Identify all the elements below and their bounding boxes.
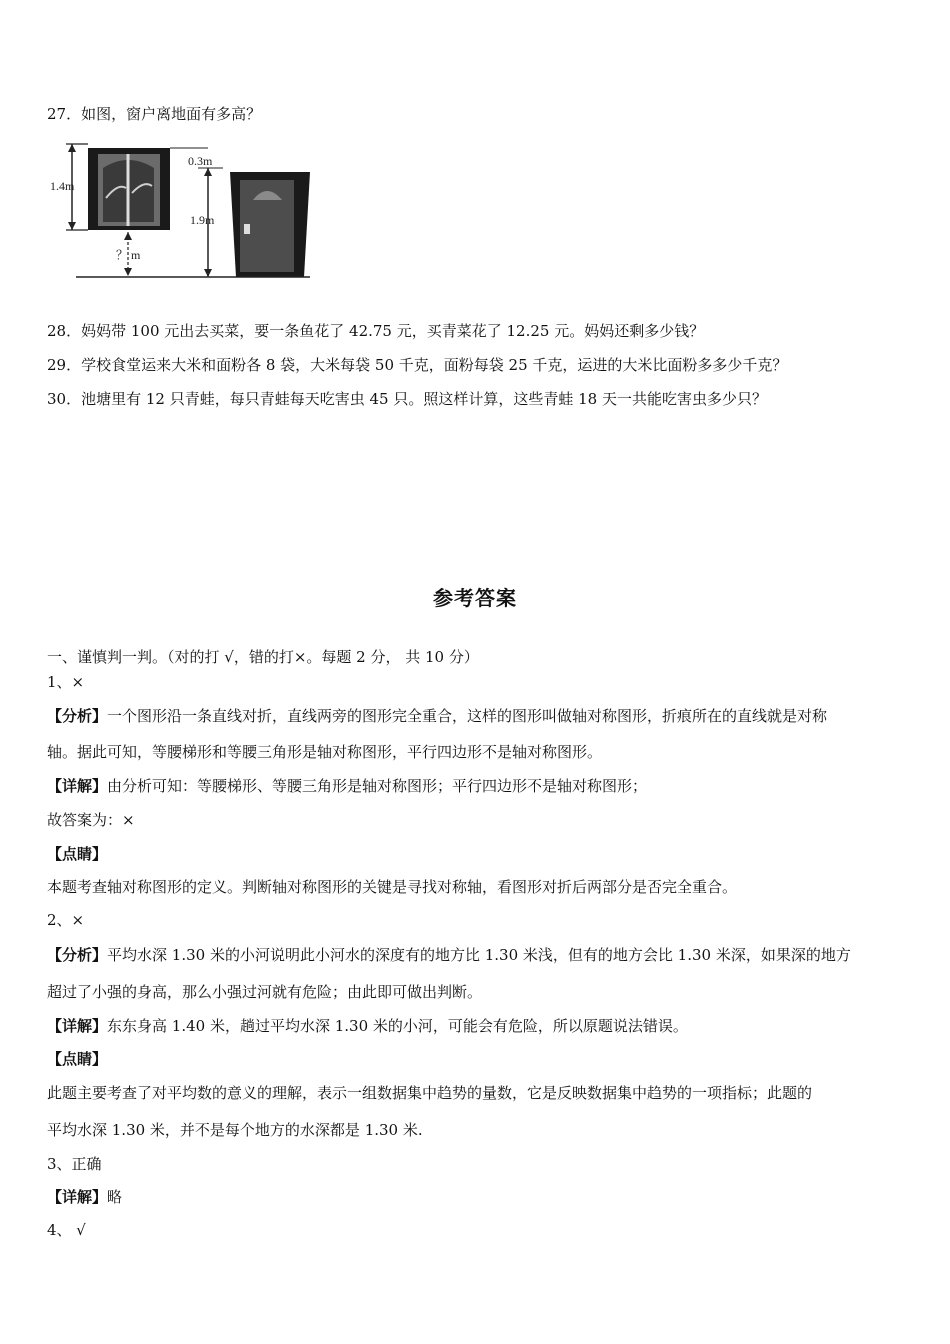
answer-4-number: 4、 √ xyxy=(47,1221,86,1239)
answer-2-comment-tag: 【点睛】 xyxy=(47,1050,108,1068)
answer-2-analysis-cont: 超过了小强的身高，那么小强过河就有危险；由此即可做出判断。 xyxy=(47,983,483,1001)
detail-tag: 【详解】 xyxy=(47,777,108,795)
answer-1-number: 1、× xyxy=(47,673,85,691)
answer-1-analysis-cont: 轴。据此可知，等腰梯形和等腰三角形是轴对称图形，平行四边形不是轴对称图形。 xyxy=(47,743,603,761)
question-29: 29．学校食堂运来大米和面粉各 8 袋，大米每袋 50 千克，面粉每袋 25 千克，运进的大米比面粉多多少千克？ xyxy=(47,356,788,374)
analysis-tag: 【分析】 xyxy=(47,707,108,725)
label-gap: 0.3m xyxy=(188,154,213,168)
analysis-text: 平均水深 1.30 米的小河说明此小河水的深度有的地方比 1.30 米浅，但有的地方会比 1.30 米深，如果深的地方 xyxy=(107,946,851,964)
question-28: 28．妈妈带 100 元出去买菜，要一条鱼花了 42.75 元，买青菜花了 12.25 元。妈妈还剩多少钱？ xyxy=(47,322,705,340)
analysis-tag: 【分析】 xyxy=(47,946,108,964)
section-1-heading: 一、谨慎判一判。（对的打 √，错的打×。每题 2 分， 共 10 分） xyxy=(47,648,479,666)
question-27: 27．如图，窗户离地面有多高？ xyxy=(47,105,262,123)
detail-text: 由分析可知：等腰梯形、等腰三角形是轴对称图形；平行四边形不是轴对称图形； xyxy=(107,777,648,795)
answer-1-analysis xyxy=(47,706,827,726)
label-door-height: 1.9m xyxy=(190,213,215,227)
answer-1-answer: 故答案为：× xyxy=(47,811,135,829)
answer-2-number: 2、× xyxy=(47,911,85,929)
detail-text: 东东身高 1.40 米，趟过平均水深 1.30 米的小河，可能会有危险，所以原题说法错误。 xyxy=(107,1017,688,1035)
window-door-figure xyxy=(48,138,313,283)
answer-1-detail xyxy=(47,776,647,796)
answer-2-analysis xyxy=(47,945,851,965)
question-30: 30．池塘里有 12 只青蛙，每只青蛙每天吃害虫 45 只。照这样计算，这些青蛙 18 天一共能吃害虫多少只？ xyxy=(47,390,767,408)
answer-2-detail xyxy=(47,1016,688,1036)
answer-3-detail xyxy=(47,1187,122,1207)
label-window-height: 1.4m xyxy=(50,179,75,193)
detail-tag: 【详解】 xyxy=(47,1017,108,1035)
analysis-text: 一个图形沿一条直线对折，直线两旁的图形完全重合，这样的图形叫做轴对称图形，折痕所在的直线就是对称 xyxy=(107,707,828,725)
answers-title: 参考答案 xyxy=(433,586,517,610)
detail-tag: 【详解】 xyxy=(47,1188,108,1206)
answer-3-number: 3、正确 xyxy=(47,1155,102,1173)
answer-2-comment: 此题主要考查了对平均数的意义的理解，表示一组数据集中趋势的量数，它是反映数据集中趋势的一项指标；此题的 xyxy=(47,1084,813,1102)
answer-2-comment-cont: 平均水深 1.30 米，并不是每个地方的水深都是 1.30 米. xyxy=(47,1121,423,1139)
detail-text: 略 xyxy=(107,1188,123,1206)
answer-1-comment: 本题考查轴对称图形的定义。判断轴对称图形的关键是寻找对称轴，看图形对折后两部分是否完全重合。 xyxy=(47,878,738,896)
answer-1-comment-tag: 【点睛】 xyxy=(47,845,108,863)
label-unknown: ？ m xyxy=(116,248,141,262)
